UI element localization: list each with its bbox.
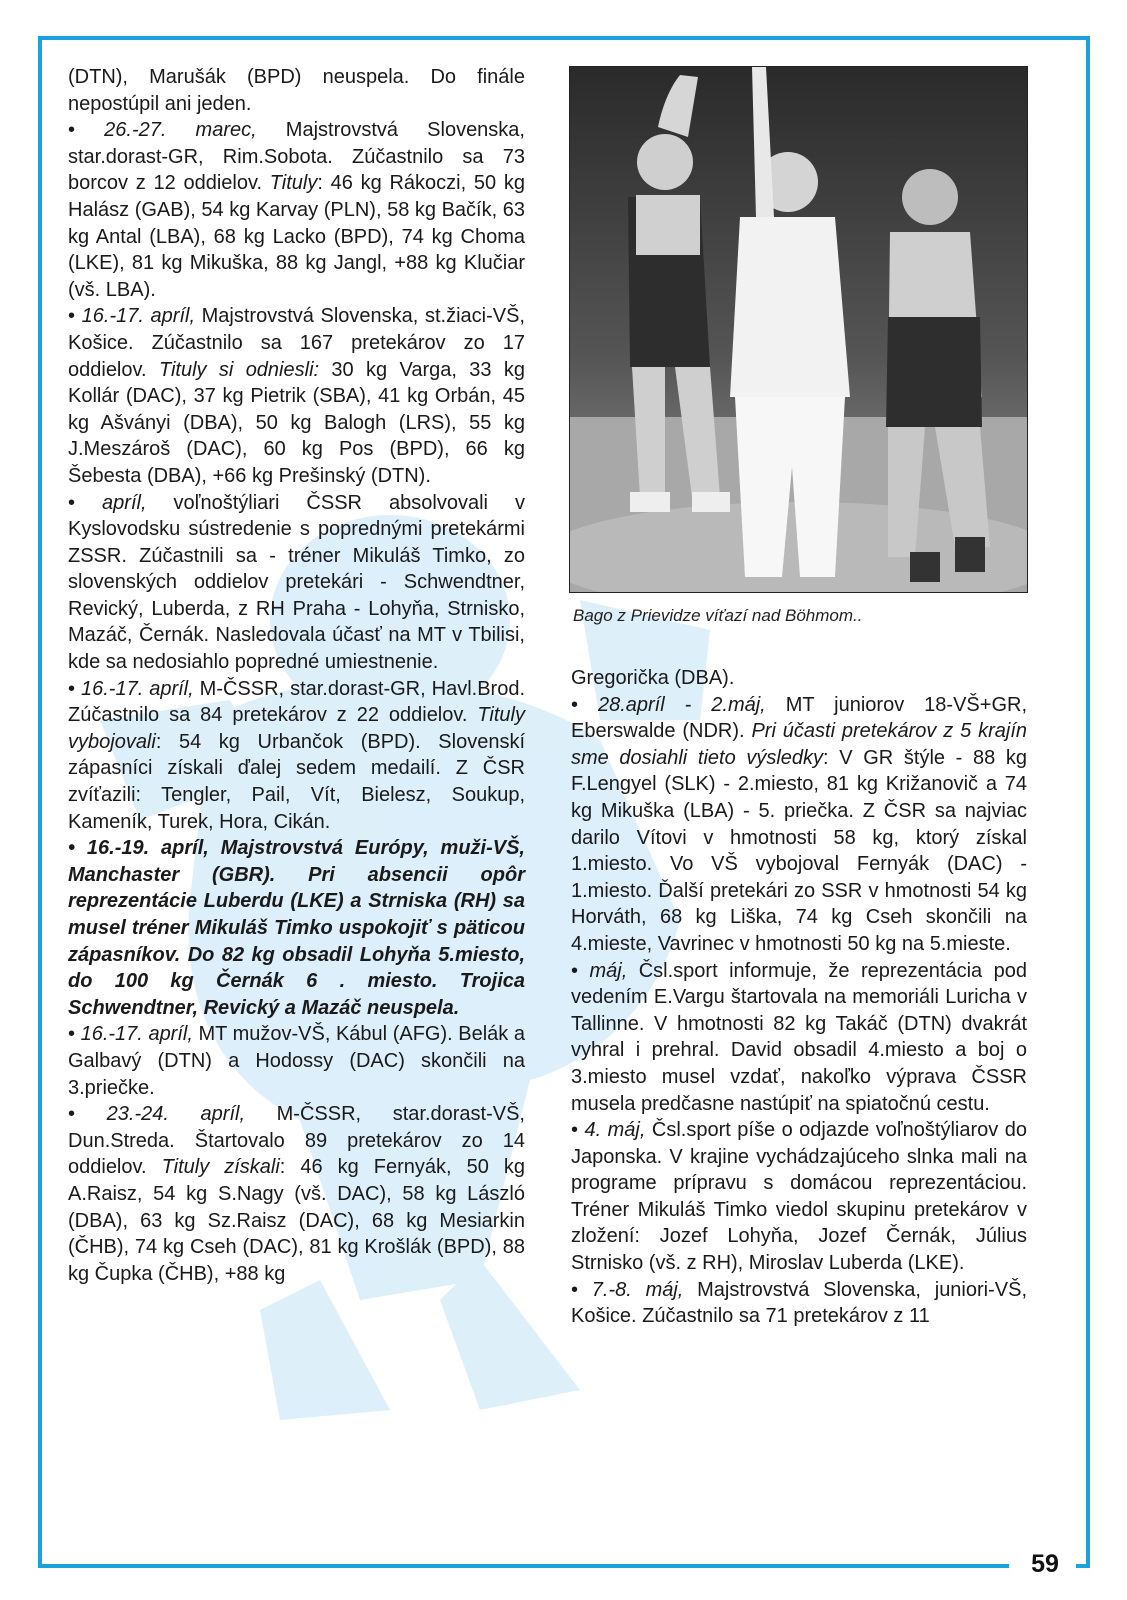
emphasis-text: 16.-17. apríl, xyxy=(80,1023,193,1046)
emphasis-text: 7.-8. máj, xyxy=(591,1278,684,1301)
page-border-bottom-right xyxy=(1076,1564,1090,1568)
text-run: Majstrovstvá Slovenska, st.žiaci-VŠ, Košice. Zúčastnilo sa 167 pretekárov zo 17 oddielov. xyxy=(68,305,525,381)
paragraph xyxy=(571,1277,1027,1330)
page-number: 59 xyxy=(1031,1550,1059,1578)
wrestling-photo xyxy=(569,66,1028,593)
text-run: • xyxy=(571,1278,592,1301)
text-run: : V GR štýle - 88 kg F.Lengyel (SLK) - 2.miesto, 81 kg Križanovič a 74 kg Mikuška (LBA) - 5. priečka. Z ČSR sa najviac darilo Vítovi v hmotnosti 58 kg, ktorý získal 1.miesto. Vo VŠ vybojoval Fernyák (DAC) - 1.miesto. Ďalší pretekári zo SSR v hmotnosti 54 kg Horváth, 68 kg Liška, 74 kg Cseh skončili na 4.mieste, Vavrinec v hmotnosti 50 kg na 5.mieste. xyxy=(571,746,1027,955)
paragraph xyxy=(571,1117,1027,1277)
emphasis-text: 16.-17. apríl, xyxy=(80,677,194,700)
text-run: : 54 kg Urbančok (BPD). Slovenskí zápasníci získali ďalej sedem medailí. Z ČSR zvíťazili: Tengler, Pail, Vít, Bielesz, Soukup, Kameník, Turek, Hora, Cikán. xyxy=(68,730,525,833)
emphasis-text: 23.-24. apríl, xyxy=(106,1103,245,1126)
photo-caption: Bago z Prievidze víťazí nad Böhmom.. xyxy=(573,606,863,625)
text-run: Gregorička (DBA). xyxy=(571,667,735,689)
text-run: Majstrovstvá Slovenska, juniori-VŠ, Košice. Zúčastnilo sa 71 pretekárov z 11 xyxy=(571,1278,1028,1328)
text-run: Čsl.sport píše o odjazde voľnoštýliarov do Japonska. V krajine vychádzajúceho slnka mali na programe prípravu s domácou reprezentáciou. Tréner Mikuláš Timko viedol skupinu pretekárov v zložení: Jozef Lohyňa, Jozef Černák, Július Strnisko (vš. z RH), Miroslav Luberda (LKE). xyxy=(571,1119,1027,1275)
text-run: Majstrovstvá Slovenska, star.dorast-GR, Rim.Sobota. Zúčastnilo sa 73 borcov z 12 oddielov. xyxy=(68,119,525,195)
text-run: MT juniorov 18-VŠ+GR, Eberswalde (NDR). xyxy=(571,693,1027,743)
emphasis-text: Tituly xyxy=(269,172,318,195)
text-run: 30 kg Varga, 33 kg Kollár (DAC), 37 kg Pietrik (SBA), 41 kg Orbán, 45 kg Ašványi (DBA), 50 kg Balogh (LRS), 55 kg J.Meszároš (DAC), 60 kg Pos (BPD), 66 kg Šebesta (DBA), +66 kg Prešinský (DTN). xyxy=(68,358,526,487)
paragraph xyxy=(68,64,525,117)
text-run: MT mužov-VŠ, Kábul (AFG). Belák a Galbavý (DTN) a Hodossy (DAC) skončili na 3.priečke. xyxy=(68,1023,525,1099)
emphasis-text: 16.-17. apríl, xyxy=(81,305,195,328)
paragraph xyxy=(68,490,525,676)
paragraph xyxy=(571,665,1027,692)
emphasis-text: 26.-27. marec, xyxy=(104,119,257,142)
emphasis-text: Tituly získali xyxy=(161,1156,280,1179)
text-run: • xyxy=(68,1103,107,1126)
text-run: M-ČSSR, star.dorast-GR, Havl.Brod. Zúčastnilo sa 84 pretekárov z 22 oddielov. xyxy=(68,677,526,727)
text-run: : 46 kg Rákoczi, 50 kg Halász (GAB), 54 kg Karvay (PLN), 58 kg Bačík, 63 kg Antal (LBA), 68 kg Lacko (BPD), 74 kg Choma (LKE), 81 kg Mikuška, 88 kg Jangl, +88 kg Klučiar (vš. LBA). xyxy=(68,172,525,301)
text-run: • xyxy=(68,305,82,328)
emphasis-text: Tituly vybojovali xyxy=(68,704,525,753)
left-text-column xyxy=(68,64,525,1287)
paragraph xyxy=(68,117,525,303)
page-border-bottom-left xyxy=(38,1564,1009,1568)
emphasis-text: Tituly si odniesli: xyxy=(158,358,320,381)
text-run: • xyxy=(68,1023,81,1046)
text-run: Čsl.sport informuje, že reprezentácia pod vedením E.Vargu štartovala na memoriáli Luricha v Tallinne. V hmotnosti 82 kg Takáč (DTN) dvakrát vyhral i prehral. David obsadil 4.miesto a boj o 3.miesto musel vzdať, nakoľko výprava ČSSR musela predčasne nastúpiť na spiatočnú cestu. xyxy=(571,959,1027,1115)
text-run: • xyxy=(571,1119,585,1142)
paragraph xyxy=(68,835,525,1021)
text-run: • xyxy=(571,959,590,982)
paragraph xyxy=(68,1101,525,1287)
photo-illustration xyxy=(570,67,1028,593)
paragraph xyxy=(68,676,525,836)
text-run: M-ČSSR, star.dorast-VŠ, Dun.Streda. Štartovalo 89 pretekárov zo 14 oddielov. xyxy=(68,1103,525,1179)
text-run: • xyxy=(571,693,598,716)
text-run: (DTN), Marušák (BPD) neuspela. Do finále nepostúpil ani jeden. xyxy=(68,66,525,115)
text-run: • xyxy=(68,677,81,700)
right-text-column xyxy=(571,665,1027,1330)
text-run: voľnoštýliari ČSSR absolvovali v Kyslovodsku sústredenie s poprednými pretekármi ZSSR. Zúčastnili sa - tréner Mikuláš Timko, zo slovenských oddielov pretekári - Schwendtner, Revický, Luberda, z RH Praha - Lohyňa, Strnisko, Mazáč, Černák. Nasledovala účasť na MT v Tbilisi, kde sa nedosiahlo popredné umiestnenie. xyxy=(68,491,525,674)
emphasis-text: 28.apríl - 2.máj, xyxy=(597,693,766,716)
emphasis-text: máj, xyxy=(589,959,628,982)
text-run: • xyxy=(68,491,103,514)
paragraph xyxy=(68,303,525,489)
paragraph xyxy=(571,692,1027,958)
emphasis-text: apríl, xyxy=(102,491,147,514)
paragraph xyxy=(68,1021,525,1101)
emphasis-text: 4. máj, xyxy=(584,1119,646,1142)
emphasis-text: Pri účasti pretekárov z 5 krajín sme dosiahli tieto výsledky xyxy=(571,720,1027,769)
text-run: • xyxy=(68,119,105,142)
text-run: • 16.-19. apríl, Majstrovstvá Európy, muži-VŠ, Manchaster (GBR). Pri absencii opôr reprezentácie Luberdu (LKE) a Strniska (RH) sa musel tréner Mikuláš Timko uspokojiť s päticou zápasníkov. Do 82 kg obsadil Lohyňa 5.miesto, do 100 kg Černák 6 . miesto. Trojica Schwendtner, Revický a Mazáč neuspela. xyxy=(68,837,525,1019)
text-run: : 46 kg Fernyák, 50 kg A.Raisz, 54 kg S.Nagy (vš. DAC), 58 kg László (DBA), 63 kg Sz.Raisz (DAC), 68 kg Mesiarkin (ČHB), 74 kg Cseh (DAC), 81 kg Krošlák (BPD), 88 kg Čupka (ČHB), +88 kg xyxy=(68,1156,525,1285)
paragraph xyxy=(571,958,1027,1118)
